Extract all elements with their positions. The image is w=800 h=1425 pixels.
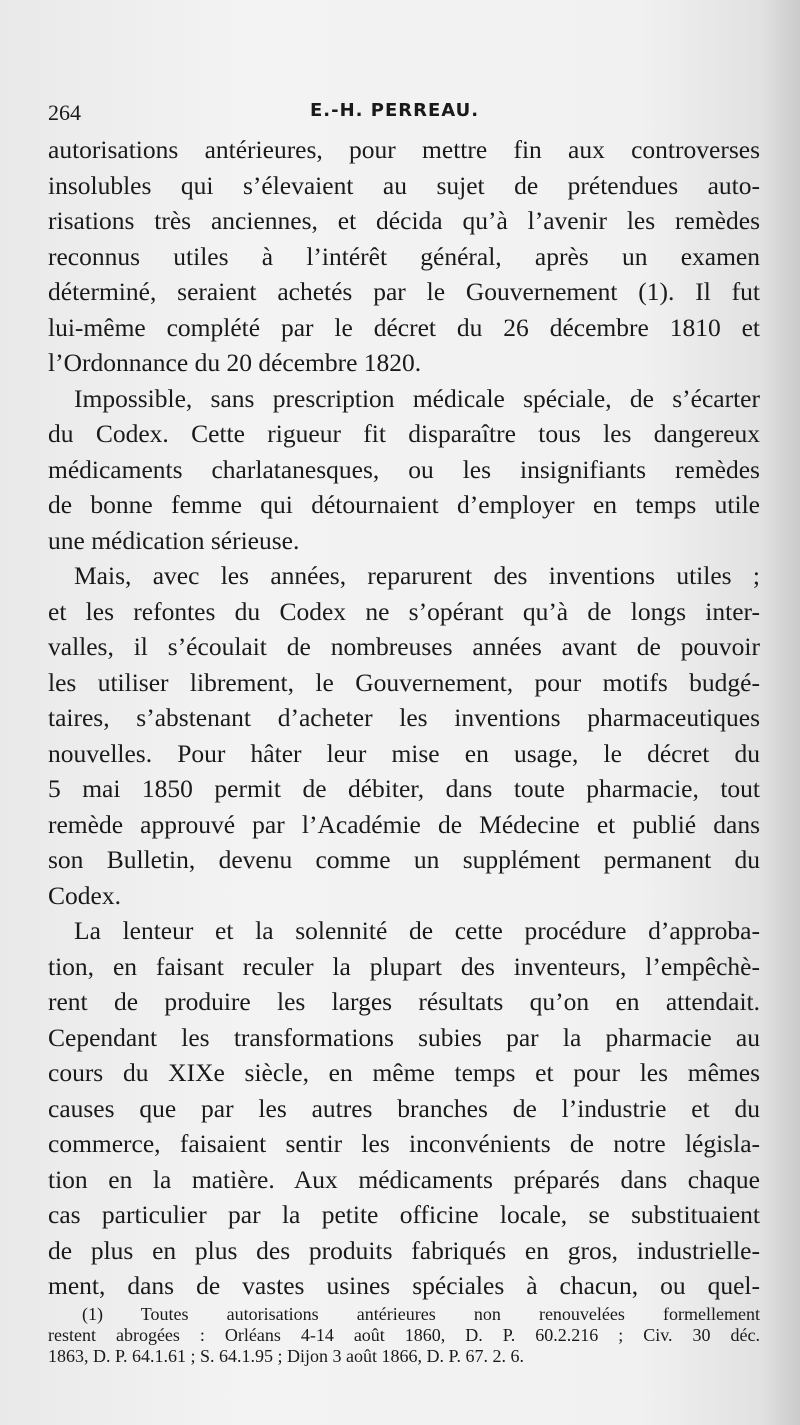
- text-line: du Codex. Cette rigueur fit disparaître tous les dangereux: [48, 419, 760, 448]
- text-line: tion, en faisant reculer la plupart des inventeurs, l’empêchè-: [48, 951, 760, 981]
- running-title: E.-H. PERREAU.: [310, 100, 480, 121]
- page-number: 264: [48, 100, 81, 125]
- body-text: [48, 132, 760, 1304]
- footnote: [48, 1304, 760, 1367]
- text-line: ment, dans de vastes usines spéciales à chacun, ou quel-: [48, 1271, 760, 1300]
- paragraph: [48, 913, 760, 1304]
- text-line: de bonne femme qui détournaient d’employer en temps utile: [48, 490, 760, 519]
- text-line: les utiliser librement, le Gouvernement, pour motifs budgé-: [48, 667, 760, 697]
- paragraph: [48, 558, 760, 913]
- page-edge-shadow: [760, 0, 800, 1425]
- text-line: remède approuvé par l’Académie de Médecine et publié dans: [48, 809, 760, 839]
- text-line: son Bulletin, devenu comme un supplément permanent du: [48, 845, 760, 874]
- text-line: Codex.: [48, 880, 121, 910]
- text-line: nouvelles. Pour hâter leur mise en usage, le décret du: [48, 738, 760, 768]
- text-line: rent de produire les larges résultats qu’on en attendait.: [48, 987, 760, 1016]
- paragraph: [48, 381, 760, 559]
- paragraph: [48, 132, 760, 381]
- text-line: lui-même complété par le décret du 26 décembre 1810 et: [48, 312, 760, 342]
- text-line: déterminé, seraient achetés par le Gouvernement (1). Il fut: [48, 277, 760, 306]
- text-line: cas particulier par la petite officine locale, se substituaient: [48, 1200, 760, 1229]
- footnote-line: 1863, D. P. 64.1.61 ; S. 64.1.95 ; Dijon 3 août 1866, D. P. 67. 2. 6.: [48, 1346, 525, 1366]
- text-line: insolubles qui s’élevaient au sujet de prétendues auto-: [48, 170, 760, 200]
- text-line: tion en la matière. Aux médicaments préparés dans chaque: [48, 1164, 760, 1194]
- text-line: risations très anciennes, et décida qu’à l’avenir les remèdes: [48, 206, 760, 235]
- text-line: de plus en plus des produits fabriqués en gros, industrielle-: [48, 1235, 760, 1265]
- text-line: Cependant les transformations subies par la pharmacie au: [48, 1022, 760, 1052]
- text-line: reconnus utiles à l’intérêt général, après un examen: [48, 241, 760, 271]
- text-line: taires, s’abstenant d’acheter les inventions pharmaceutiques: [48, 703, 760, 732]
- text-line: La lenteur et la solennité de cette procédure d’approba-: [74, 916, 760, 945]
- text-line: causes que par les autres branches de l’industrie et du: [48, 1093, 760, 1123]
- text-line: autorisations antérieures, pour mettre fin aux controverses: [48, 135, 760, 164]
- text-line: commerce, faisaient sentir les inconvénients de notre législa-: [48, 1129, 760, 1158]
- text-line: une médication sérieuse.: [48, 525, 300, 555]
- text-line: Impossible, sans prescription médicale spéciale, de s’écarter: [74, 383, 760, 413]
- text-line: et les refontes du Codex ne s’opérant qu’à de longs inter-: [48, 596, 760, 626]
- book-page: [48, 92, 760, 1412]
- footnote-line: (1) Toutes autorisations antérieures non renouvelées formellement: [82, 1304, 760, 1324]
- text-line: l’Ordonnance du 20 décembre 1820.: [48, 348, 422, 377]
- footnote-line: restent abrogées : Orléans 4-14 août 1860, D. P. 60.2.216 ; Civ. 30 déc.: [48, 1325, 760, 1345]
- text-line: valles, il s’écoulait de nombreuses années avant de pouvoir: [48, 632, 760, 661]
- text-line: Mais, avec les années, reparurent des inventions utiles ;: [74, 561, 760, 590]
- text-line: 5 mai 1850 permit de débiter, dans toute pharmacie, tout: [48, 774, 760, 803]
- text-line: médicaments charlatanesques, ou les insignifiants remèdes: [48, 454, 760, 484]
- text-line: cours du XIXe siècle, en même temps et pour les mêmes: [48, 1058, 760, 1087]
- running-header: [48, 92, 760, 132]
